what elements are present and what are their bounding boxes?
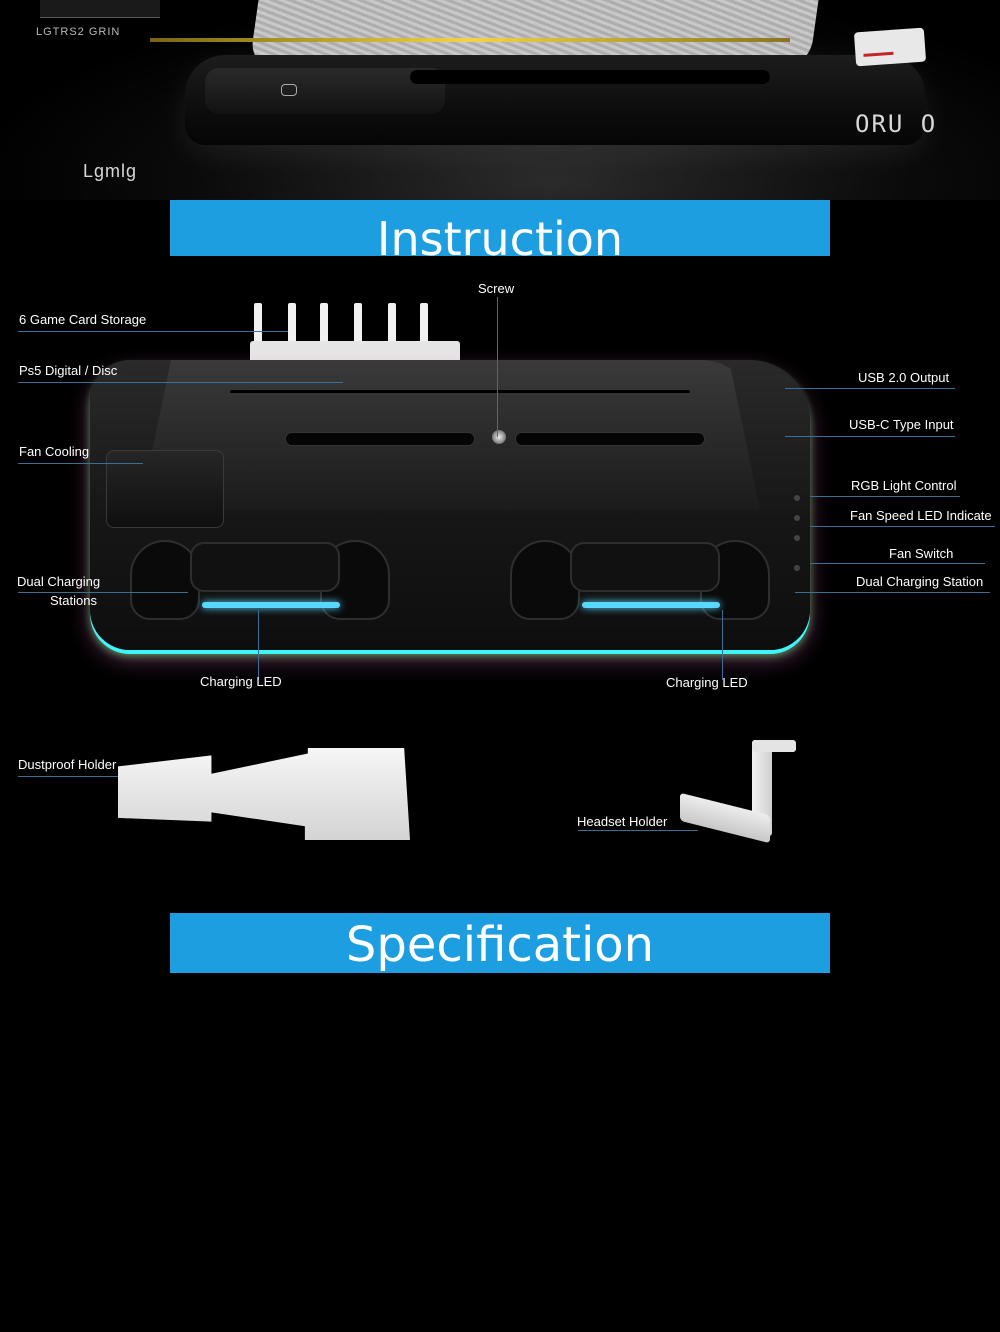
controller-seat [570,542,720,592]
label-charging-led-left: Charging LED [200,674,282,689]
port-indicator [794,515,800,521]
leader-led-left [258,610,259,680]
label-fan-speed: Fan Speed LED Indicate [850,508,992,523]
label-ps5: Ps5 Digital / Disc [19,363,118,378]
instruction-diagram [0,270,1000,870]
dustproof-holder-image [118,748,410,840]
label-dual-charging-line1: Dual Charging [17,574,101,589]
charging-led-bar [582,602,720,608]
label-dual-charging-line2: Stations [50,593,97,608]
leader-screw [497,297,498,437]
label-usbc-input: USB-C Type Input [849,417,954,432]
specification-title: Specification [345,917,655,973]
leader-usb-output [785,388,955,389]
leader-usbc-input [785,436,955,437]
leader-fan-speed [810,526,995,527]
label-rgb: RGB Light Control [851,478,957,493]
leader-fan-switch [810,563,985,564]
leader-dual-charging [18,592,188,593]
leader-fan-cooling [18,463,143,464]
leader-led-right [722,610,723,680]
label-dustproof: Dustproof Holder [18,757,117,772]
game-card-rack [250,303,460,363]
port-indicator [794,495,800,501]
hero-game-case [854,28,926,67]
hero-text-right: ORU O [855,110,938,138]
leader-rgb [810,496,960,497]
hero-vent-slot [410,70,770,84]
port-indicator [794,535,800,541]
headset-holder-hook [752,740,796,752]
dock-vent-slot-left [285,432,475,446]
hero-text-top-left: LGTRS2 GRIN [36,26,121,38]
hero-text-bottom-left: Lgmlg [83,161,138,181]
label-screw: Screw [478,281,515,296]
label-headset: Headset Holder [577,814,668,829]
headset-holder-image [676,740,798,852]
charging-led-bar [202,602,340,608]
dock-vent-slot-right [515,432,705,446]
hero-controller-pad [205,68,445,114]
leader-dual-station [795,592,990,593]
hero-product-image [0,0,1000,200]
instruction-title: Instruction [376,212,624,256]
label-usb-output: USB 2.0 Output [858,370,950,385]
hero-left-device [40,0,160,18]
controller-cradle-left [130,540,390,630]
label-card-storage: 6 Game Card Storage [19,312,147,327]
label-charging-led-right: Charging LED [666,675,748,690]
label-fan-switch: Fan Switch [889,546,954,561]
controller-seat [190,542,340,592]
controller-cradle-right [510,540,770,630]
instruction-banner [170,200,830,256]
specification-banner [170,913,830,973]
hero-gold-trim [150,38,790,42]
port-indicator [794,565,800,571]
screw-icon [492,430,506,444]
leader-card-storage [18,331,288,332]
leader-ps5 [18,382,343,383]
fan-module [106,450,224,528]
hero-power-icon [281,84,297,96]
label-dual-station: Dual Charging Station [856,574,984,589]
label-fan-cooling: Fan Cooling [19,444,90,459]
charging-dock-body [90,360,810,650]
dock-console-stripe [230,390,690,393]
dustproof-holder-shape [118,748,410,840]
